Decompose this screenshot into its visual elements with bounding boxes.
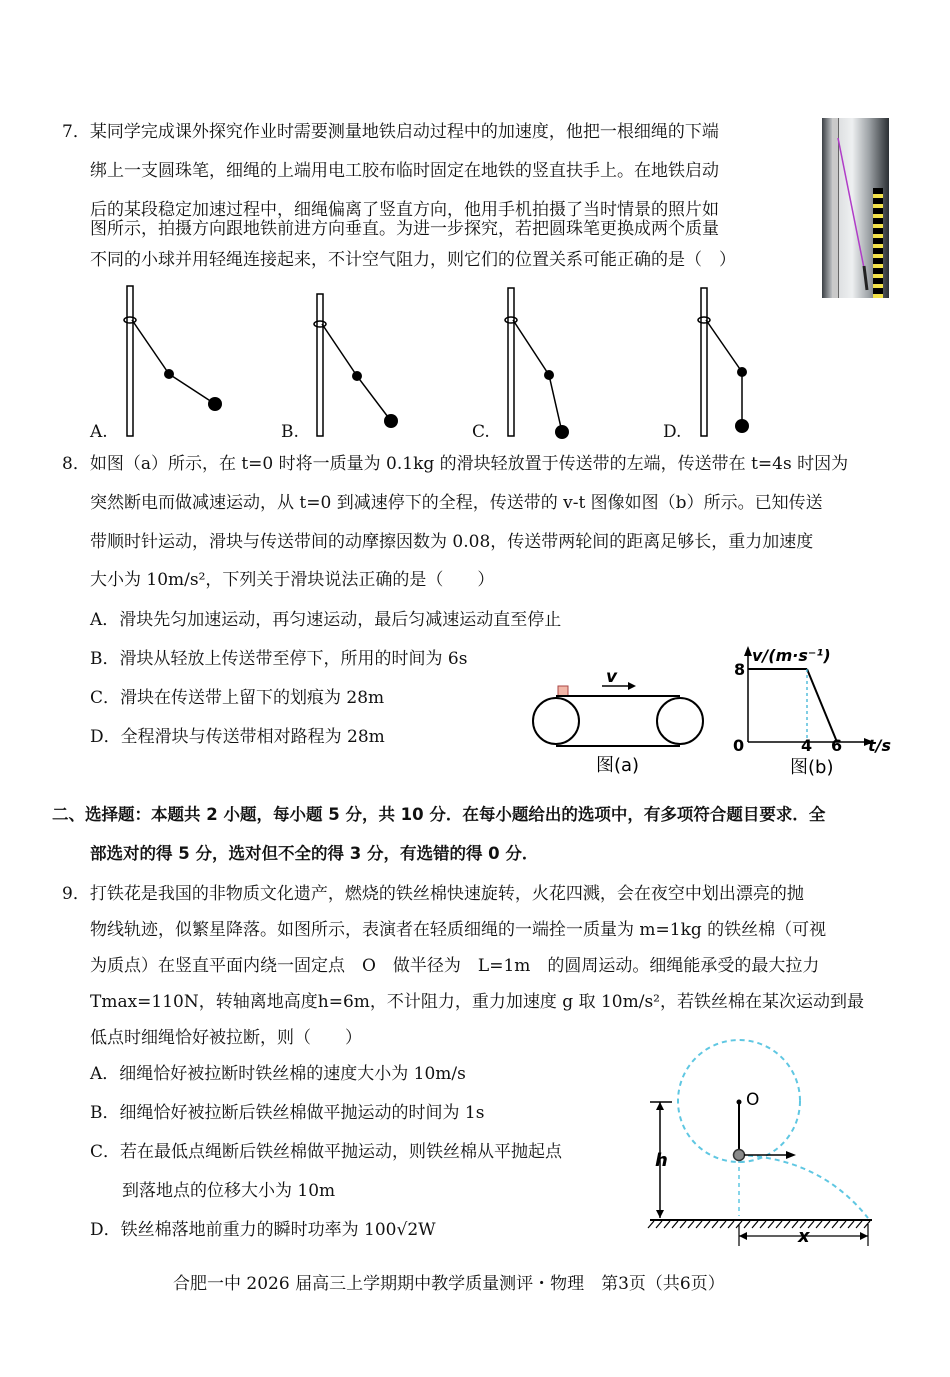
q8-option-d: D．全程滑块与传送带相对路程为 28m (90, 727, 385, 747)
subway-photo (822, 118, 889, 298)
height-h-label: h (655, 1150, 668, 1171)
y-tick-8: 8 (734, 660, 746, 679)
q9-line-5: 低点时细绳恰好被拉断，则（ ） (90, 1028, 362, 1048)
vt-graph-figure-b (728, 640, 898, 785)
q9-line-2: 物线轨迹，似繁星降落。如图所示，表演者在轻质细绳的一端拴一质量为 m=1kg 的铁丝棉（可视 (90, 920, 827, 940)
q8-line-2: 突然断电而做减速运动，从 t=0 到减速停下的全程，传送带的 v-t 图像如图（b）所示。已知传送 (90, 493, 823, 513)
q7-option-a: A. (90, 422, 108, 442)
q8-option-a: A．滑块先匀加速运动，再匀速运动，最后匀减速运动直至停止 (90, 610, 562, 630)
origin-label: 0 (733, 736, 745, 755)
section2-line-2: 部选对的得 5 分，选对但不全的得 3 分，有选错的得 0 分． (90, 844, 539, 863)
q8-option-b: B．滑块从轻放上传送带至停下，所用的时间为 6s (90, 649, 468, 669)
q9-option-c: C．若在最低点绳断后铁丝棉做平抛运动，则铁丝棉从平抛起点 (90, 1142, 563, 1162)
q8-line-3: 带顺时针运动，滑块与传送带间的动摩擦因数为 0.08，传送带两轮间的距离足够长，重力加速度 (90, 532, 814, 552)
q9-line-4: Tmax=110N，转轴离地高度h=6m，不计阻力，重力加速度 g 取 10m/s²，若铁丝棉在某次运动到最 (90, 992, 864, 1012)
q7-option-c: C. (472, 422, 490, 442)
q8-line-1: 8．如图（a）所示，在 t=0 时将一质量为 0.1kg 的滑块轻放置于传送带的左端，传送带在 t=4s 时因为 (62, 454, 849, 474)
q9-option-a: A．细绳恰好被拉断时铁丝棉的速度大小为 10m/s (90, 1064, 466, 1084)
q7-line-2: 绑上一支圆珠笔，细绳的上端用电工胶布临时固定在地铁的竖直扶手上。在地铁启动 (90, 161, 719, 181)
conveyor-figure-a (528, 665, 713, 780)
iron-flower-figure (640, 1038, 880, 1250)
section2-line-1: 二、选择题：本题共 2 小题，每小题 5 分，共 10 分．在每小题给出的选项中，有多项符合题目要求．全 (52, 805, 826, 824)
q7-line-5: 不同的小球并用轻绳连接起来，不计空气阻力，则它们的位置关系可能正确的是（ ） (90, 250, 736, 270)
belt-velocity-label: v (606, 667, 618, 687)
q9-line-1: 9．打铁花是我国的非物质文化遗产，燃烧的铁丝棉快速旋转，火花四溅，会在夜空中划出漂亮的抛 (62, 884, 804, 904)
pivot-o-label: O (746, 1090, 760, 1110)
x-tick-6: 6 (831, 736, 843, 755)
diagram-d (698, 288, 749, 436)
q7-line-1: 7．某同学完成课外探究作业时需要测量地铁启动过程中的加速度，他把一根细绳的下端 (62, 122, 719, 142)
x-axis-label: t/s (868, 736, 892, 755)
q9-option-b: B．细绳恰好被拉断后铁丝棉做平抛运动的时间为 1s (90, 1103, 485, 1123)
q8-option-c: C．滑块在传送带上留下的划痕为 28m (90, 688, 385, 708)
diagram-b (314, 294, 398, 436)
q7-line-4: 图所示，拍摄方向跟地铁前进方向垂直。为进一步探究，若把圆珠笔更换成两个质量 (90, 219, 719, 239)
q9-line-3: 为质点）在竖直平面内绕一固定点 O 做半径为 L=1m 的圆周运动。细绳能承受的最大拉力 (90, 956, 820, 976)
figure-a-caption: 图(a) (596, 755, 640, 776)
q7-line-3: 后的某段稳定加速过程中，细绳偏离了竖直方向，他用手机拍摄了当时情景的照片如 (90, 200, 719, 220)
q9-option-c-cont: 到落地点的位移大小为 10m (122, 1181, 336, 1201)
q7-option-b: B. (281, 422, 299, 442)
q7-option-diagrams (85, 282, 775, 442)
distance-x-label: x (798, 1226, 810, 1247)
q8-line-4: 大小为 10m/s²，下列关于滑块说法正确的是（ ） (90, 570, 495, 590)
figure-b-caption: 图(b) (790, 757, 834, 778)
diagram-c (505, 288, 569, 439)
x-tick-4: 4 (801, 736, 813, 755)
page-footer: 合肥一中 2026 届高三上学期期中教学质量测评・物理 第3页（共6页） (173, 1274, 725, 1294)
q9-option-d: D．铁丝棉落地前重力的瞬时功率为 100√2W (90, 1220, 436, 1240)
q7-option-d: D. (663, 422, 682, 442)
y-axis-label: v/(m·s⁻¹) (752, 646, 831, 665)
diagram-a (124, 286, 222, 436)
